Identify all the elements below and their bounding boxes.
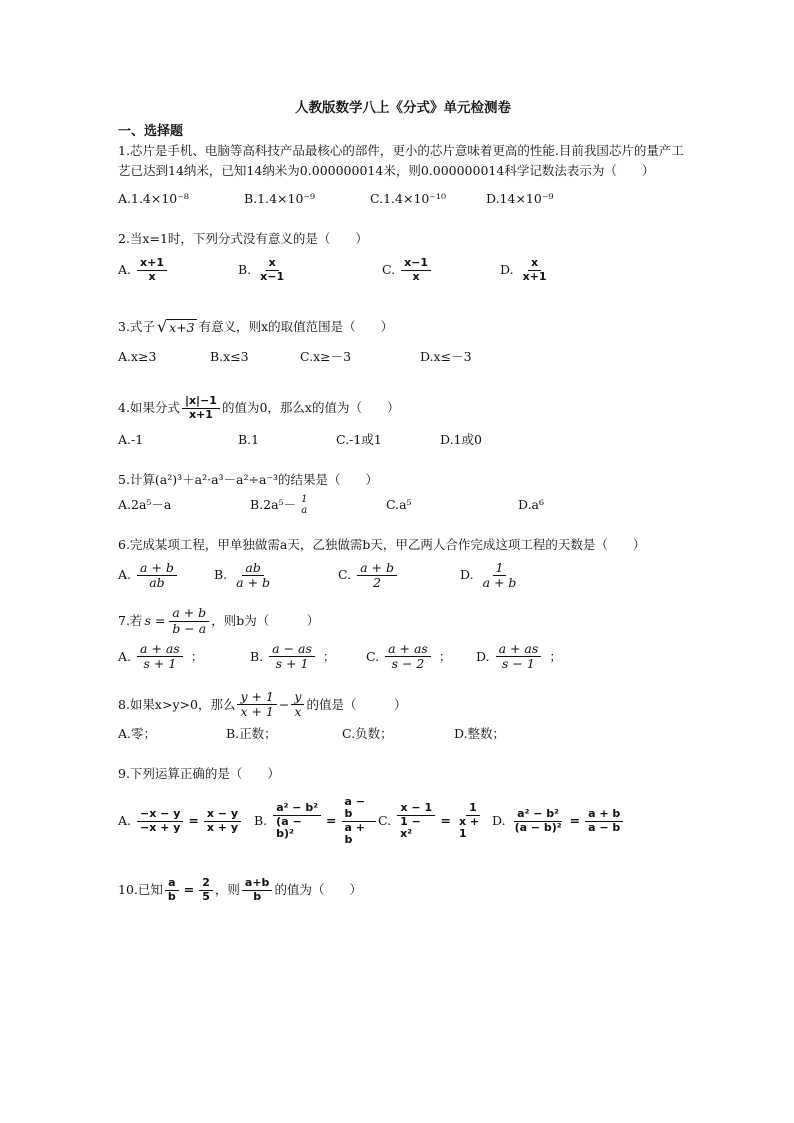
question-8-options xyxy=(118,724,688,744)
worksheet-page xyxy=(118,96,688,903)
question-1-options xyxy=(118,189,688,209)
question-2 xyxy=(118,229,688,283)
option-b: B.1 xyxy=(238,431,260,447)
option-a: A.2a⁵－a xyxy=(118,497,172,513)
fraction: $\frac{a + b}{ab}$ xyxy=(137,561,177,591)
fraction: $\frac{-x - y}{-x + y}$ xyxy=(137,808,183,834)
option-b: B. $\frac{\text{a² − b²}}{\text{(a − b)²}}$ = $\frac{a - b}{a + b}$ xyxy=(254,796,378,848)
option-c: C.1.4×10⁻¹⁰ xyxy=(370,191,446,206)
option-a: A.1.4×10⁻⁸ xyxy=(118,191,189,206)
section-heading: 一、选择题 xyxy=(118,124,184,139)
fraction: $\frac{\text{a² − b²}}{\text{(a − b)²}}$ xyxy=(273,802,321,841)
option-b: B.2a⁵－ 1 a xyxy=(250,494,386,517)
option-a: A. $\frac{-x - y}{-x + y}$ = $\frac{x - y}{x + y}$ xyxy=(118,808,254,834)
question-7-options xyxy=(118,642,688,672)
option-c: C.x≥－3 xyxy=(300,349,352,365)
option-c: C. $\frac{a + as}{s - 2}$ ； xyxy=(366,641,452,672)
fraction: $\frac{2}{5}$ xyxy=(199,877,213,903)
fraction: $\frac{x}{x-1}$ xyxy=(260,256,285,283)
fraction: $\frac{x - y}{x + y}$ xyxy=(204,808,241,834)
question-2-options xyxy=(118,257,688,283)
fraction: $\frac{a + as}{s - 1}$ xyxy=(496,642,542,672)
question-7 xyxy=(118,606,688,672)
fraction: $\frac{a + b}{2}$ xyxy=(357,561,397,591)
option-d: D. $\frac{x}{x+1}$ xyxy=(500,257,552,283)
fraction: $\frac{y + 1}{x + 1}$ xyxy=(237,690,276,720)
fraction: $\frac{a + b}{a - b}$ xyxy=(585,808,623,834)
question-6-stem: 6.完成某项工程，甲单独做需a天，乙独做需b天，甲乙两人合作完成这项工程的天数是（ ） xyxy=(118,536,646,552)
option-c: C. $\frac{a + b}{2}$ xyxy=(338,561,460,591)
fraction: $\frac{1}{x + 1}$ xyxy=(458,800,480,841)
fraction: $\frac{a + as}{s - 2}$ xyxy=(385,642,431,672)
question-5-options xyxy=(118,494,688,517)
question-2-stem: 2.当x=1时，下列分式没有意义的是（ ） xyxy=(118,231,368,246)
question-9-options xyxy=(118,796,688,848)
fraction: 1 a xyxy=(301,493,308,517)
question-6-options xyxy=(118,561,688,591)
page-title: 人教版数学八上《分式》单元检测卷 xyxy=(295,100,511,116)
option-a: A.零； xyxy=(118,725,157,741)
fraction: $\frac{a + as}{s + 1}$ xyxy=(137,642,183,672)
option-a: A. $\frac{a + as}{s + 1}$ ； xyxy=(118,641,204,672)
question-8-stem: 8.如果x>y>0，那么 $\frac{y + 1}{x + 1}$ − $\frac{y}{x}$ 的值是（ ） xyxy=(118,688,407,720)
fraction: $\frac{a + b}{b - a}$ xyxy=(169,606,209,636)
fraction: $\frac{a - as}{s + 1}$ xyxy=(269,642,315,672)
fraction: $\frac{1}{a + b}$ xyxy=(482,559,517,590)
option-b: B. $\frac{a - as}{s + 1}$ ； xyxy=(250,641,336,672)
fraction: $\frac{x-1}{x}$ xyxy=(401,257,431,283)
fraction: $\frac{x - 1}{\text{1 − x²}}$ xyxy=(397,802,435,841)
option-b: B.正数； xyxy=(226,725,277,741)
option-d: D. $\frac{a + as}{s - 1}$ ； xyxy=(476,641,562,672)
option-a: A. $\frac{a + b}{ab}$ xyxy=(118,561,214,591)
option-c: C.-1或1 xyxy=(336,431,382,447)
fraction: $\frac{|x|-1}{x+1}$ xyxy=(182,395,220,421)
fraction: $\frac{a}{b}$ xyxy=(165,877,179,903)
fraction: $\frac{y}{x}$ xyxy=(291,690,304,720)
option-c: C.a⁵ xyxy=(386,497,412,513)
fraction: $\frac{a+b}{b}$ xyxy=(242,877,273,903)
question-4 xyxy=(118,395,688,449)
question-5-stem: 5.计算(a²)³＋a²·a³－a²÷a⁻³的结果是（ ） xyxy=(118,471,379,487)
question-7-stem: 7.若 s = $\frac{a + b}{b - a}$ ，则b为（ ） xyxy=(118,605,320,636)
fraction: $\frac{\text{a² − b²}}{\text{(a − b)²}}$ xyxy=(514,807,562,834)
option-a: A.x≥3 xyxy=(118,349,157,365)
square-root: √ x+3 xyxy=(156,317,195,337)
question-1 xyxy=(118,141,688,209)
option-c: C. $\frac{x - 1}{\text{1 − x²}}$ = $\frac{1}{x + 1}$ xyxy=(378,802,492,841)
question-10 xyxy=(118,877,688,903)
question-4-stem: 4.如果分式 $\frac{|x|-1}{x+1}$ 的值为0，那么x的值为（ ） xyxy=(118,394,400,421)
question-8 xyxy=(118,690,688,744)
option-b: B.1.4×10⁻⁹ xyxy=(244,191,316,206)
option-a: A.-1 xyxy=(118,431,144,447)
option-d: D.a⁶ xyxy=(518,497,545,513)
option-c: C.负数； xyxy=(342,725,393,741)
option-c: C. $\frac{x-1}{x}$ xyxy=(382,257,500,283)
question-6 xyxy=(118,535,688,591)
fraction: $\frac{ab}{a + b}$ xyxy=(236,559,271,590)
question-9-stem: 9.下列运算正确的是（ ） xyxy=(118,765,280,781)
question-9 xyxy=(118,764,688,848)
option-d: D.x≤－3 xyxy=(420,349,472,365)
option-d: D.14×10⁻⁹ xyxy=(486,191,554,206)
question-10-stem: 10.已知 $\frac{a}{b}$ = $\frac{2}{5}$ ，则 $\frac{a+b}{b}$ 的值为（ ） xyxy=(118,876,362,903)
option-d: D. $\frac{\text{a² − b²}}{\text{(a − b)²}}$ = $\frac{a + b}{a - b}$ xyxy=(492,808,625,834)
option-b: B.x≤3 xyxy=(210,349,249,365)
fraction: $\frac{x}{x+1}$ xyxy=(522,256,547,283)
option-d: D. $\frac{1}{a + b}$ xyxy=(460,561,521,591)
question-5 xyxy=(118,470,688,517)
option-d: D.整数； xyxy=(454,725,506,741)
question-3-options xyxy=(118,347,688,367)
option-b: B. $\frac{ab}{a + b}$ xyxy=(214,561,338,591)
question-1-stem: 1.芯片是手机、电脑等高科技产品最核心的部件，更小的芯片意味着更高的性能.目前我国芯片的量产工艺已达到14纳米，已知14纳米为0.000000014米，则0.000000014科学记数法表示为（ ） xyxy=(118,143,684,178)
fraction: $\frac{x+1}{x}$ xyxy=(137,257,167,283)
question-3 xyxy=(118,317,688,367)
option-a: A. $\frac{x+1}{x}$ xyxy=(118,257,238,283)
option-d: D.1或0 xyxy=(440,431,482,447)
option-b: B. $\frac{x}{x-1}$ xyxy=(238,257,382,283)
question-4-options xyxy=(118,430,688,450)
fraction: $\frac{a - b}{a + b}$ xyxy=(342,796,376,848)
question-3-stem: 3.式子 √ x+3 有意义，则x的取值范围是（ ） xyxy=(118,317,394,337)
